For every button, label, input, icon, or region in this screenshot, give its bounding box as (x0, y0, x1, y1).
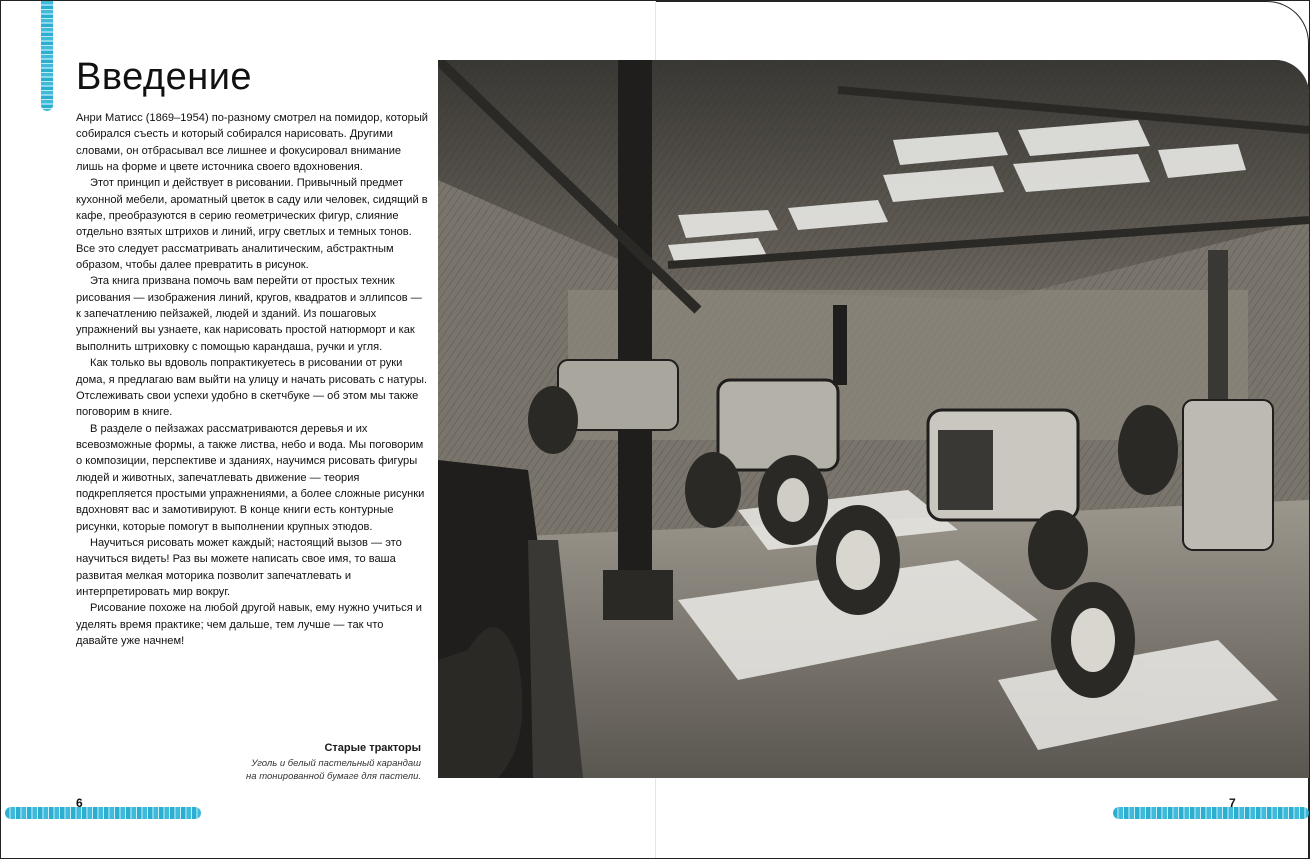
caption-line: на тонированной бумаге для пастели. (246, 770, 421, 782)
paragraph: Научиться рисовать может каждый; настоящий вызов — это научиться видеть! Раз вы можете написать свое имя, то ваша развитая мелкая моторика позволит запечатлевать и интерпретировать мир вокруг. (76, 536, 402, 598)
caption-title: Старые тракторы (324, 742, 421, 754)
body-text (76, 110, 428, 649)
paragraph: Рисование похоже на любой другой навык, ему нужно учиться и уделять время практике; чем дальше, тем лучше — так что давайте уже начнем! (76, 602, 422, 647)
caption-subtitle (231, 758, 421, 783)
paragraph: В разделе о пейзажах рассматриваются деревья и их всевозможные формы, а также листва, небо и вода. Мы поговорим о композиции, перспективе и зданиях, научимся рисовать фигуры людей и животных, запечатлевать движение — теория подкрепляется простыми упражнениями, а более сложные рисунки вдохновят вас и замотивируют. В конце книги есть контурные рисунки, которые помогут в выполнении крупных этюдов. (76, 422, 425, 533)
crayon-stroke-decoration (41, 1, 53, 111)
caption-line: Уголь и белый пастельный карандаш (251, 758, 421, 769)
crayon-stroke-decoration (1113, 807, 1309, 819)
tractor-illustration (438, 60, 1309, 778)
paragraph: Этот принцип и действует в рисовании. Привычный предмет кухонной мебели, ароматный цветок в саду или человек, сидящий в кафе, преобразуются в серию геометрических фигур, слияние отдельно взятых штрихов и линий, игру светлых и темных тонов. Все это следует рассматривать аналитическим, абстрактным образом, чтобы далее превратить в рисунок. (76, 177, 428, 272)
page-title: Введение (76, 56, 253, 98)
pillar (618, 60, 652, 600)
garage-drawing (438, 60, 1309, 778)
paragraph: Как только вы вдоволь попрактикуетесь в рисовании от руки дома, я предлагаю вам выйти на улицу и начать рисовать с натуры. Отслеживать свои успехи удобно в скетчбуке — об этом мы также поговорим в книге. (76, 357, 428, 419)
crayon-stroke-decoration (5, 807, 201, 819)
page-number-left: 6 (76, 796, 83, 810)
paragraph: Анри Матисс (1869–1954) по-разному смотрел на помидор, который собирался съесть и который собирался нарисовать. Другими словами, он отбрасывал все лишнее и фокусировал внимание лишь на форме и цвете источника своего вдохновения. (76, 112, 429, 174)
paragraph: Эта книга призвана помочь вам перейти от простых техник рисования — изображения линий, кругов, квадратов и эллипсов — к запечатлению пейзажей, людей и зданий. Из пошаговых упражнений вы узнаете, как нарисовать простой натюрморт и как выполнить штриховку с помощью карандаша, ручки и угля. (76, 275, 422, 353)
page-number-right: 7 (1229, 796, 1236, 810)
